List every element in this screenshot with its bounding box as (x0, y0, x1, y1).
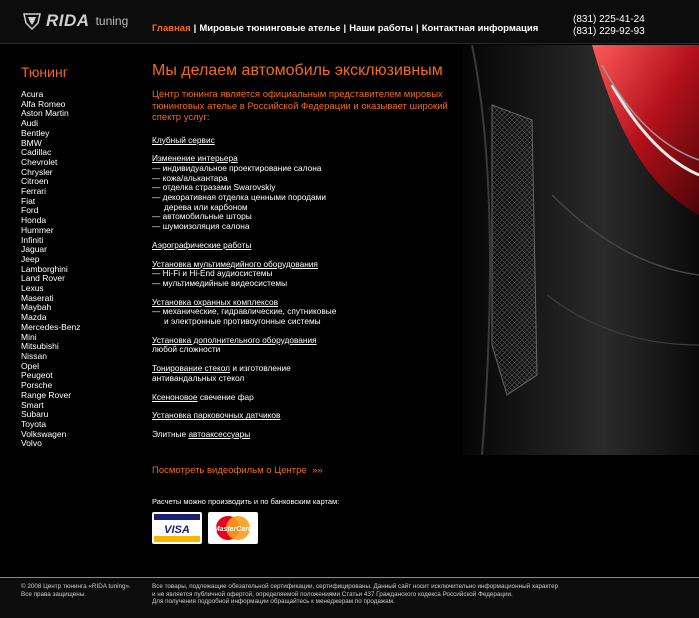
sidebar-title: Тюнинг (21, 64, 68, 80)
page-title: Мы делаем автомобиль эксклюзивным (152, 62, 443, 79)
service-item: — отделка стразами Swarovskiy (152, 182, 276, 193)
mastercard-label: MasterCard (213, 526, 253, 533)
brand-link[interactable]: Hummer (21, 224, 54, 235)
nav-separator: | (343, 23, 347, 34)
brand-link[interactable]: Jeep (21, 253, 40, 264)
brand-link[interactable]: Infiniti (21, 234, 44, 245)
phone-2: (831) 229-92-93 (573, 26, 645, 37)
mastercard-icon (210, 514, 256, 542)
video-link-label: Посмотреть видеофильм о Центре (152, 465, 307, 476)
service-link-security[interactable]: Установка охранных комплексов (152, 296, 278, 307)
brand-link[interactable]: Mercedes-Benz (21, 321, 81, 332)
service-link-interior[interactable]: Изменение интерьера (152, 153, 238, 164)
brand-link[interactable]: Mazda (21, 312, 47, 323)
sidebar-item-brand (21, 439, 141, 449)
brand-link[interactable]: Acura (21, 89, 44, 99)
sidebar-item-brand (21, 323, 141, 333)
service-item: — механические, гидравлические, спутниковые (152, 306, 337, 317)
service-parking (152, 411, 462, 421)
service-link-extra[interactable]: Установка дополнительного оборудования (152, 334, 317, 345)
copyright (21, 583, 131, 598)
nav-contacts[interactable]: Контактная информация (421, 23, 539, 34)
service-interior (152, 154, 462, 232)
brand-link[interactable]: Subaru (21, 409, 49, 420)
sidebar-item-brand (21, 352, 141, 362)
double-arrow-icon: »» (311, 465, 323, 476)
brand-link[interactable]: Chrysler (21, 166, 53, 177)
service-club (152, 136, 462, 146)
mastercard-logo (208, 512, 258, 544)
service-item: антивандальных стекол (152, 372, 245, 383)
service-accessories (152, 430, 462, 440)
brand-link[interactable]: Toyota (21, 418, 47, 429)
visa-label: VISA (164, 524, 190, 536)
site-header (0, 0, 699, 44)
service-link-multimedia[interactable]: Установка мультимедийного оборудования (152, 258, 318, 269)
service-text: свечение фар (197, 391, 254, 402)
legal-line: и не является публичной офертой, определяемой положениями Статьи 437 Гражданского кодекса Российской Федерации. (152, 590, 513, 598)
service-glass (152, 364, 462, 383)
service-item: — Hi-Fi и Hi-End аудиосистемы (152, 268, 273, 279)
brand-link[interactable]: Maserati (21, 292, 54, 303)
service-item: — индивидуальное проектирование салона (152, 162, 322, 173)
sidebar-item-brand (21, 187, 141, 197)
phone-1: (831) 225-41-24 (573, 14, 645, 25)
sidebar-item-brand (21, 197, 141, 207)
brand-link[interactable]: Bentley (21, 127, 50, 138)
service-link-xenon[interactable]: Ксеноновое (152, 391, 198, 402)
service-item: — автомобильные шторы (152, 211, 252, 222)
rida-shield-icon (22, 11, 42, 31)
brand-link[interactable]: Porsche (21, 380, 53, 391)
legal-line: Все товары, подлежащие обязательной сертификации, сертифицированы. Данный сайт носит исключительно информационный характер (152, 583, 559, 590)
brand-link[interactable]: Aston Martin (21, 108, 69, 119)
brand-link[interactable]: Jaguar (21, 244, 47, 255)
logo-sub: tuning (95, 14, 129, 28)
brand-link[interactable]: Honda (21, 215, 47, 226)
brand-link[interactable]: Lamborghini (21, 263, 68, 274)
service-link-accessories[interactable]: автоаксессуары (188, 428, 251, 439)
services-list (152, 136, 462, 440)
copyright-line: © 2008 Центр тюнинга «RIDA tuning». (21, 583, 131, 590)
intro-text: Центр тюнинга является официальным представителем мировых тюнинговых ателье в Российской Федерации и оказывает широкий спектр услуг: (152, 89, 448, 123)
visa-icon (154, 514, 200, 542)
brand-link[interactable]: Volvo (21, 438, 42, 449)
service-link-airbrush[interactable]: Аэрографические работы (152, 239, 252, 250)
brand-link[interactable]: Volkswagen (21, 428, 67, 439)
service-item: и электронные противоугонные системы (164, 316, 321, 327)
brand-link[interactable]: Ferrari (21, 186, 47, 197)
service-item: — кожа/алькантара (152, 172, 228, 183)
service-xenon (152, 393, 462, 403)
cards-text: Расчеты можно производить и по банковским картам: (152, 497, 340, 506)
brand-link[interactable]: Citroen (21, 176, 49, 187)
nav-separator: | (416, 23, 419, 34)
brand-link[interactable]: Opel (21, 360, 39, 371)
sidebar (21, 64, 141, 449)
service-extra (152, 336, 462, 355)
brand-link[interactable]: Land Rover (21, 273, 65, 284)
service-link-glass[interactable]: Тонирование стекол (152, 363, 231, 374)
service-item: — декоративная отделка ценными породами (152, 192, 326, 203)
copyright-line: Все права защищены. (21, 590, 86, 598)
logo[interactable] (22, 11, 128, 31)
service-item: дерева или карбоном (164, 201, 248, 212)
main-content (152, 62, 462, 449)
nav-separator: | (193, 23, 197, 34)
car-hero-image (462, 45, 699, 455)
sidebar-item-brand (21, 109, 141, 119)
nav-works[interactable]: Наши работы (349, 23, 414, 34)
brand-link[interactable]: Range Rover (21, 389, 72, 400)
legal-line: Для получения подробной информации обращайтесь к менеджерам по продажам. (152, 598, 395, 606)
brand-link[interactable]: Chevrolet (21, 156, 58, 167)
brand-link[interactable]: Maybah (21, 302, 52, 313)
service-text: Элитные (152, 428, 189, 439)
nav-home[interactable]: Главная (152, 23, 191, 34)
brand-list (21, 90, 141, 449)
brand-link[interactable]: BMW (21, 137, 42, 148)
brand-link[interactable]: Mini (21, 331, 37, 342)
brand-link[interactable]: Lexus (21, 283, 44, 294)
brand-link[interactable]: Ford (21, 205, 39, 216)
service-link-parking[interactable]: Установка парковочных датчиков (152, 410, 281, 421)
logo-name: RIDA (46, 11, 90, 30)
main-nav (152, 23, 538, 34)
car-illustration (462, 45, 699, 455)
service-text: и изготовление (230, 363, 291, 374)
service-item: любой сложности (152, 344, 221, 355)
site-footer (0, 577, 699, 618)
nav-ateliers[interactable]: Мировые тюнинговые ателье (199, 23, 341, 34)
brand-link[interactable]: Smart (21, 399, 44, 410)
brand-link[interactable]: Fiat (21, 195, 36, 206)
visa-card-logo (152, 512, 202, 544)
service-item: — мультимедийные видеосистемы (152, 277, 288, 288)
service-airbrush (152, 241, 462, 251)
brand-link[interactable]: Cadillac (21, 147, 52, 158)
service-multimedia (152, 260, 462, 289)
service-link-club[interactable]: Клубный сервис (152, 134, 215, 145)
brand-link[interactable]: Audi (21, 118, 39, 129)
legal-notice (152, 583, 572, 606)
brand-link[interactable]: Peugeot (21, 370, 53, 381)
brand-link[interactable]: Nissan (21, 350, 47, 361)
phone-numbers (573, 14, 645, 38)
video-link[interactable] (152, 465, 323, 476)
service-security (152, 298, 462, 327)
service-item: — шумоизоляция салона (152, 221, 250, 232)
brand-link[interactable]: Alfa Romeo (21, 98, 66, 109)
brand-link[interactable]: Mitsubishi (21, 341, 59, 352)
